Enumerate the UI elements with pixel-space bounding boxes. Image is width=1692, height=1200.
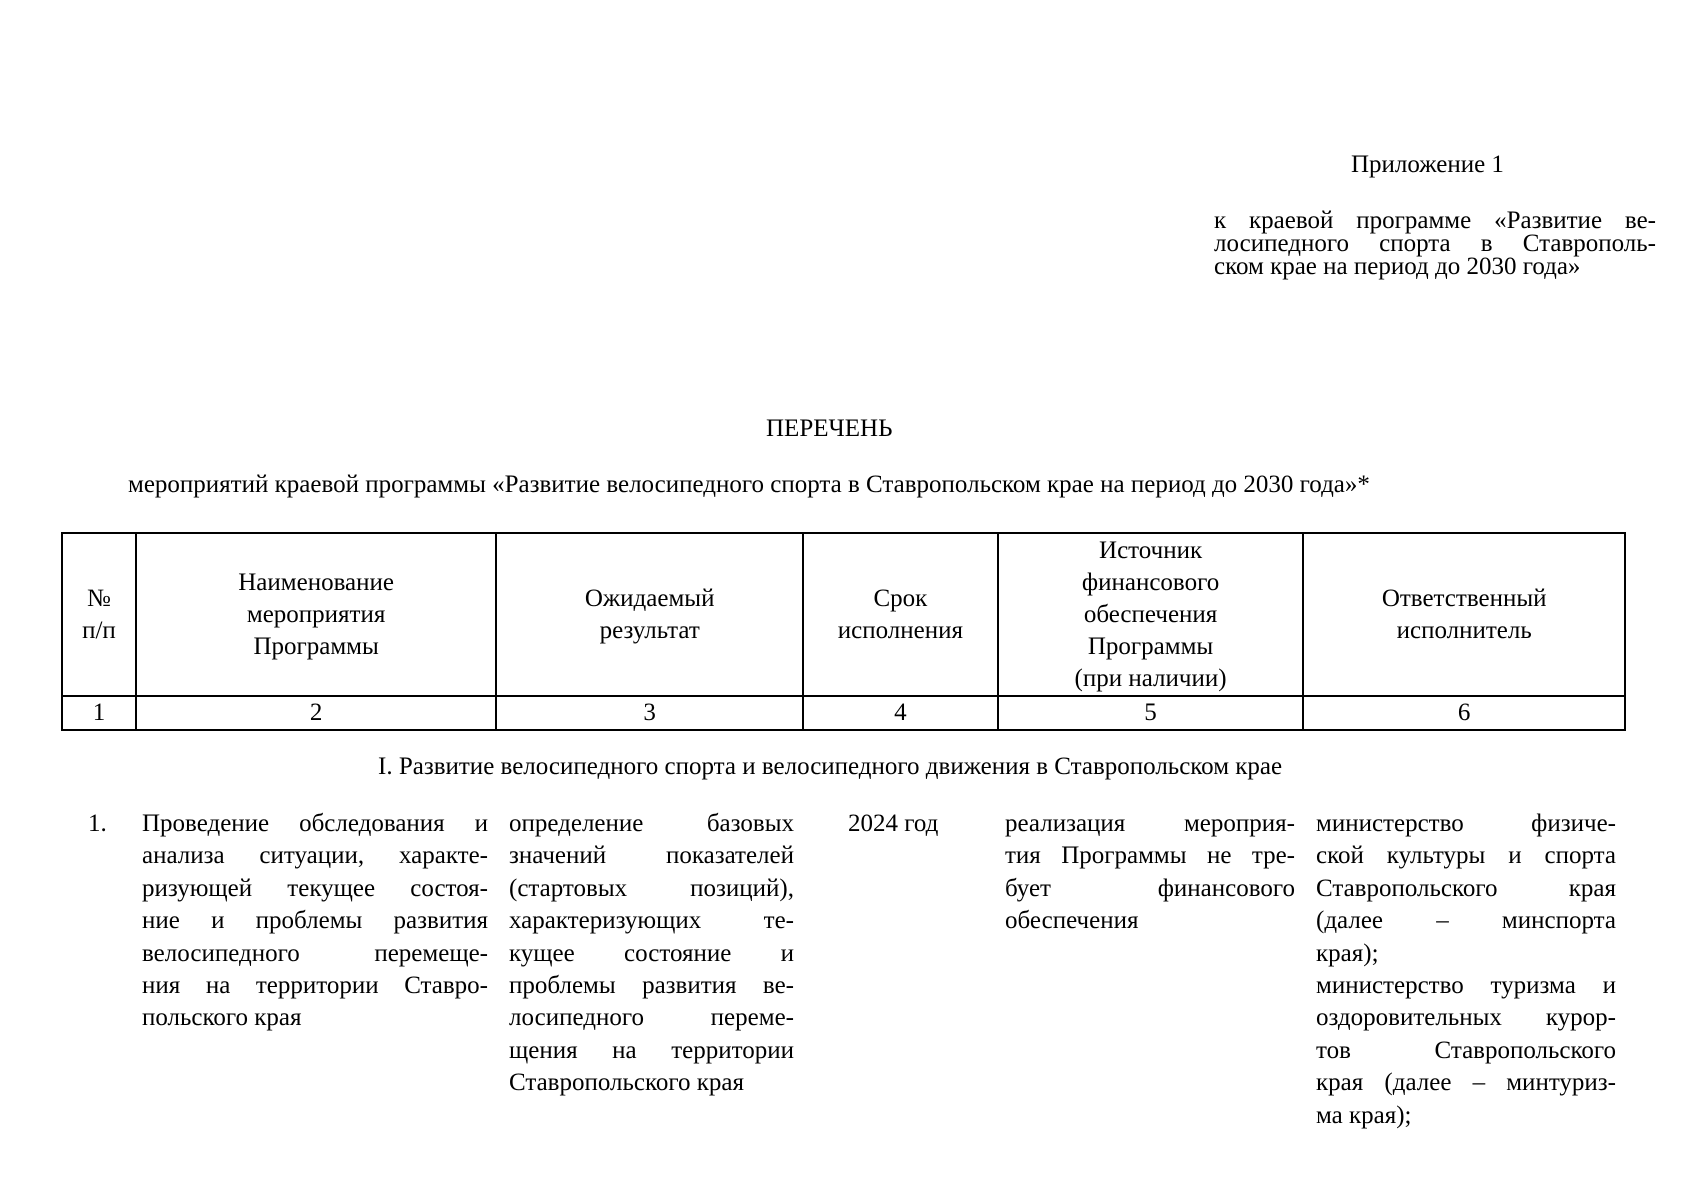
appendix-line: ском крае на период до 2030 года»: [1214, 253, 1581, 280]
column-number: 6: [1303, 696, 1625, 730]
document-subtitle: мероприятий краевой программы «Развитие велосипедного спорта в Ставропольском крае на период до 2030 года»*: [128, 471, 1370, 498]
appendix-label: Приложение 1: [1351, 151, 1504, 178]
header-result: Ожидаемый результат: [496, 533, 803, 696]
column-number: 4: [803, 696, 998, 730]
document-title-text: ПЕРЕЧЕНЬ: [766, 415, 893, 442]
column-number: 1: [62, 696, 136, 730]
appendix-line: лосипедного спорта в Ставрополь-: [1214, 230, 1656, 257]
measures-table-header: [61, 532, 1626, 731]
section-heading: I. Развитие велосипедного спорта и велосипедного движения в Ставропольском крае: [378, 753, 1283, 780]
row-1-term: 2024 год: [848, 810, 939, 837]
column-number: 5: [998, 696, 1304, 730]
row-1-executor: министерство физиче- ской культуры и спорта Ставропольского края (далее – минспорта края); министерство туризма и оздоровительных курор- тов Ставропольского края (далее – минтуриз- ма края);: [1316, 810, 1616, 1129]
column-number: 3: [496, 696, 803, 730]
row-1-name: Проведение обследования и анализа ситуации, характе- ризующей текущее состоя- ние и проблемы развития велосипедного перемеще- ния на территории Ставро- польского края: [142, 810, 488, 1032]
column-number-row: [62, 696, 1625, 730]
header-term: Срок исполнения: [803, 533, 998, 696]
header-executor: Ответственный исполнитель: [1303, 533, 1625, 696]
header-name: Наименование мероприятия Программы: [136, 533, 497, 696]
column-number: 2: [136, 696, 497, 730]
row-1-source: реализация мероприя- тия Программы не тре- бует финансового обеспечения: [1005, 810, 1295, 935]
row-1-number: 1.: [88, 810, 107, 837]
appendix-description: [1214, 209, 1656, 278]
header-row: [62, 533, 1625, 696]
header-source: Источник финансового обеспечения Программы (при наличии): [998, 533, 1304, 696]
row-1-result: определение базовых значений показателей (стартовых позиций), характеризующих те- кущее состояние и проблемы развития ве- лосипедного переме- щения на территории Ставропольского края: [509, 810, 794, 1097]
appendix-line: к краевой программе «Развитие ве-: [1214, 207, 1656, 234]
header-num: № п/п: [62, 533, 136, 696]
